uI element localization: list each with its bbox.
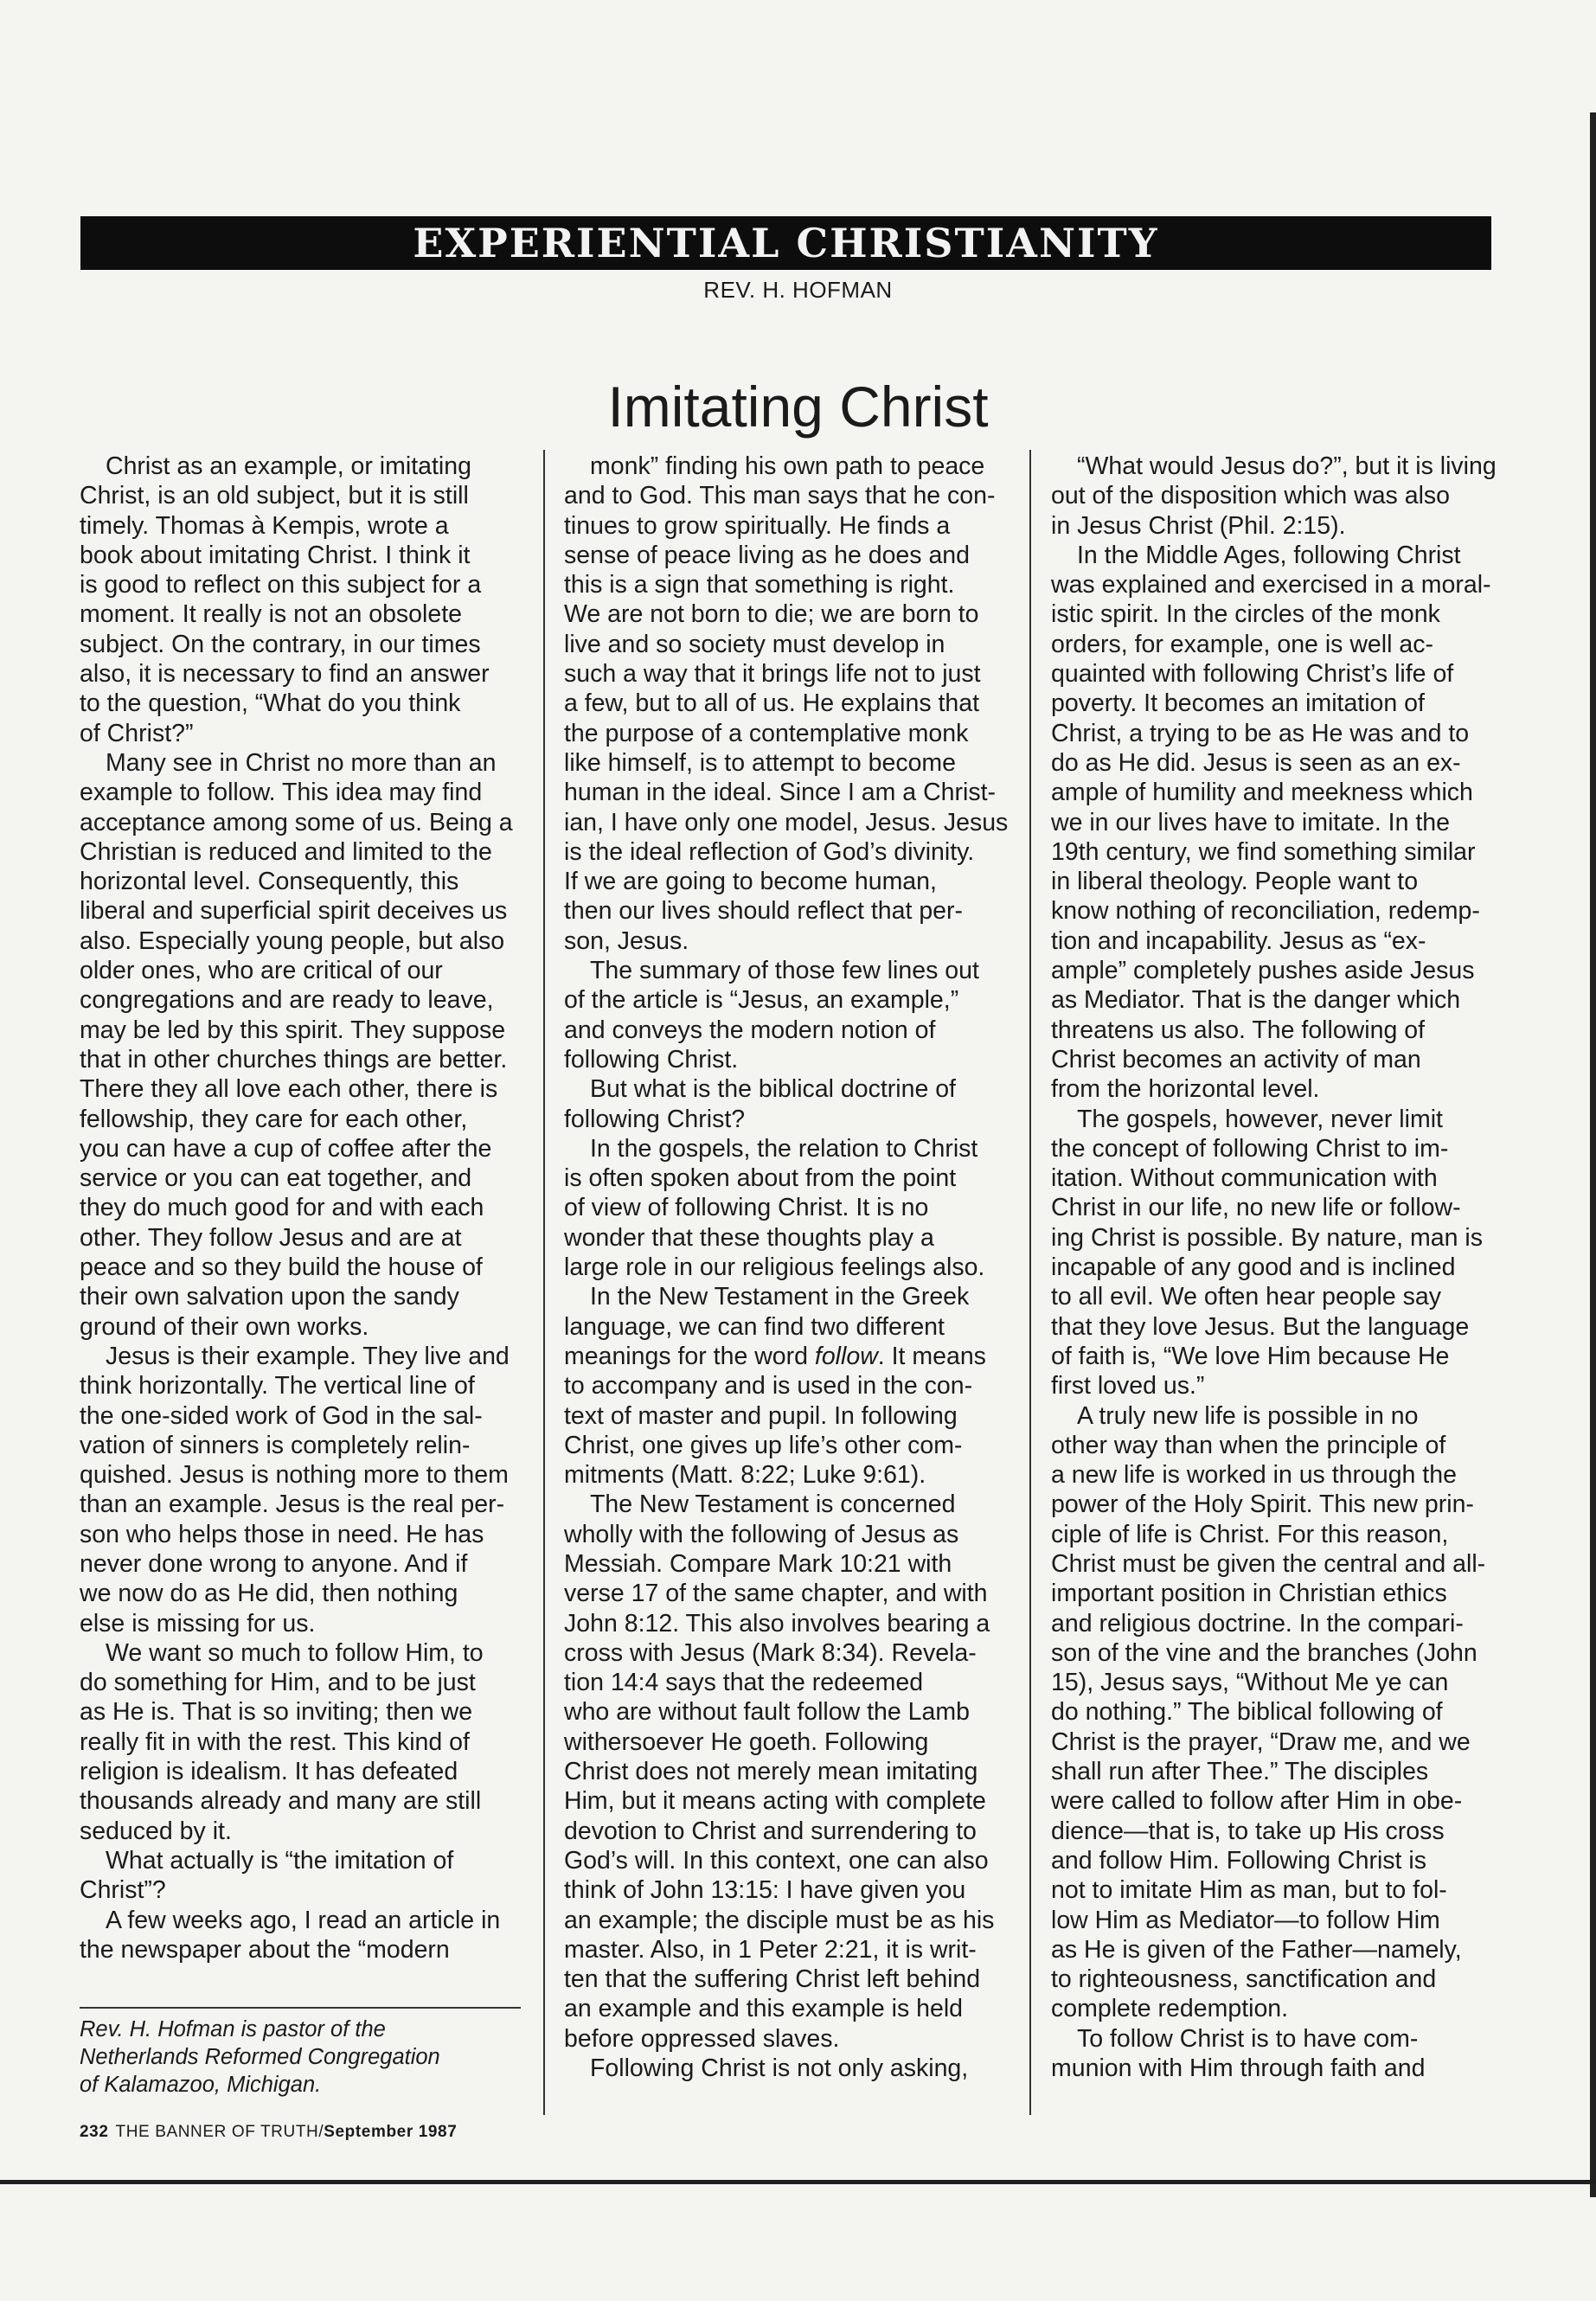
text-line: master. Also, in 1 Peter 2:21, it is writ- — [564, 1935, 977, 1964]
text-line: ten that the suffering Christ left behind — [564, 1965, 981, 1994]
text-line: moment. It really is not an obsolete — [80, 600, 462, 629]
article-paragraph — [564, 2054, 1007, 2083]
text-line: also. Especially young people, but also — [80, 926, 505, 955]
text-line: congregations and are ready to leave, — [80, 986, 494, 1015]
article-paragraph — [80, 452, 521, 748]
text-line: such a way that it brings life not to just — [564, 660, 981, 689]
text-line: incapable of any good and is inclined — [1051, 1253, 1456, 1282]
text-line: power of the Holy Spirit. This new prin- — [1051, 1490, 1474, 1519]
text-line: to righteousness, sanctification and — [1051, 1965, 1437, 1994]
text-line: verse 17 of the same chapter, and with — [564, 1580, 988, 1608]
text-line: first loved us.” — [1051, 1372, 1205, 1400]
text-line: service or you can eat together, and — [80, 1164, 472, 1193]
column-divider — [1029, 450, 1031, 2115]
text-line: then our lives should reflect that per- — [564, 897, 963, 926]
text-line: John 8:12. This also involves bearing a — [564, 1609, 990, 1638]
article-paragraph — [564, 1282, 1007, 1490]
article-paragraph — [1051, 1401, 1492, 2024]
text-line: What actually is “the imitation of — [106, 1846, 454, 1875]
text-line: other. They follow Jesus and are at — [80, 1223, 462, 1252]
text-line: we now do as He did, then nothing — [80, 1580, 458, 1608]
article-paragraph — [1051, 2024, 1492, 2084]
article-paragraph — [1051, 541, 1492, 1105]
text-line: Christ, one gives up life’s other com- — [564, 1431, 963, 1459]
text-line: low Him as Mediator—to follow Him — [1051, 1906, 1440, 1934]
text-line: Christ in our life, no new life or follow- — [1051, 1194, 1461, 1222]
text-line: seduced by it. — [80, 1817, 232, 1845]
text-line: we in our lives have to imitate. In the — [1051, 808, 1450, 836]
text-line: were called to follow after Him in obe- — [1051, 1787, 1463, 1816]
footnote-line: of Kalamazoo, Michigan. — [80, 2073, 322, 2097]
text-line: important position in Christian ethics — [1051, 1580, 1447, 1608]
text-line: an example; the disciple must be as his — [564, 1906, 995, 1934]
text-line: timely. Thomas à Kempis, wrote a — [80, 511, 449, 540]
text-line: thousands already and many are still — [80, 1787, 482, 1816]
text-line: out of the disposition which was also — [1051, 482, 1451, 510]
article-paragraph — [564, 1074, 1007, 1134]
text-line: is the ideal reflection of God’s divinity. — [564, 837, 975, 866]
text-line: following Christ? — [564, 1105, 746, 1133]
footnote-line: Rev. H. Hofman is pastor of the — [80, 2017, 386, 2041]
text-line: Him, but it means acting with complete — [564, 1787, 986, 1816]
text-line: 15), Jesus says, “Without Me ye can — [1051, 1669, 1449, 1697]
text-line: We are not born to die; we are born to — [564, 600, 979, 629]
text-line: and conveys the modern notion of — [564, 1016, 936, 1044]
text-line: ing Christ is possible. By nature, man is — [1051, 1223, 1483, 1252]
column-divider — [543, 450, 545, 2115]
text-line: Christ, is an old subject, but it is still — [80, 482, 469, 510]
text-line: really fit in with the rest. This kind of — [80, 1727, 470, 1756]
text-line: istic spirit. In the circles of the monk — [1051, 600, 1440, 629]
text-line: the newspaper about the “modern — [80, 1935, 450, 1964]
text-line: like himself, is to attempt to become — [564, 748, 957, 777]
text-line: example to follow. This idea may find — [80, 779, 483, 807]
text-line: a few, but to all of us. He explains that — [564, 689, 980, 718]
text-line: to the question, “What do you think — [80, 689, 461, 718]
text-line: language, we can find two different — [564, 1312, 945, 1341]
article-paragraph — [1051, 1105, 1492, 1401]
text-line: Messiah. Compare Mark 10:21 with — [564, 1549, 952, 1578]
text-line: vation of sinners is completely relin- — [80, 1431, 471, 1459]
text-line: son of the vine and the branches (John — [1051, 1638, 1477, 1667]
author-footnote — [80, 2016, 521, 2099]
text-line: horizontal level. Consequently, this — [80, 868, 459, 896]
text-line: as He is given of the Father—namely, — [1051, 1935, 1462, 1964]
text-line: Christian is reduced and limited to the — [80, 837, 492, 866]
text-line: God’s will. In this context, one can also — [564, 1846, 989, 1875]
text-line: wholly with the following of Jesus as — [564, 1520, 959, 1548]
text-line: also, it is necessary to find an answer — [80, 660, 490, 689]
text-line: Many see in Christ no more than an — [106, 748, 497, 777]
text-line: following Christ. — [564, 1045, 739, 1074]
text-line: do something for Him, and to be just — [80, 1669, 476, 1697]
text-line: the concept of following Christ to im- — [1051, 1134, 1449, 1163]
text-line: sense of peace living as he does and — [564, 541, 970, 569]
text-line: ian, I have only one model, Jesus. Jesus — [564, 808, 1009, 836]
text-line: in Jesus Christ (Phil. 2:15). — [1051, 511, 1346, 540]
text-line: Christ is the prayer, “Draw me, and we — [1051, 1727, 1471, 1756]
text-line: and follow Him. Following Christ is — [1051, 1846, 1426, 1875]
text-line: never done wrong to anyone. And if — [80, 1549, 468, 1578]
text-line: of faith is, “We love Him because He — [1051, 1342, 1450, 1370]
text-line: son, Jesus. — [564, 926, 689, 955]
article-column-2 — [564, 452, 1007, 2104]
article-paragraph — [1051, 452, 1497, 541]
text-line: liberal and superficial spirit deceives us — [80, 897, 508, 926]
text-line: book about imitating Christ. I think it — [80, 541, 471, 569]
text-line: monk” finding his own path to peace — [590, 452, 985, 480]
page-bottom-edge — [0, 2180, 1596, 2184]
footnote-line: Netherlands Reformed Congregation — [80, 2045, 440, 2069]
text-line: may be led by this spirit. They suppose — [80, 1016, 506, 1044]
author-byline: REV. H. HOFMAN — [703, 277, 893, 303]
text-line: munion with Him through faith and — [1051, 2054, 1426, 2083]
text-line: Christ, a trying to be as He was and to — [1051, 719, 1470, 747]
text-line: other way than when the principle of — [1051, 1431, 1446, 1459]
article-paragraph — [564, 1134, 1007, 1282]
text-line: wonder that these thoughts play a — [564, 1223, 934, 1252]
text-line: orders, for example, one is well ac- — [1051, 630, 1433, 658]
text-line: of Christ?” — [80, 719, 194, 747]
text-line: religion is idealism. It has defeated — [80, 1758, 458, 1786]
text-line: from the horizontal level. — [1051, 1075, 1320, 1104]
article-column-3 — [1051, 452, 1497, 2104]
text-line: The New Testament is concerned — [590, 1490, 956, 1519]
article-paragraph — [564, 956, 1007, 1074]
article-paragraph — [564, 452, 1007, 956]
text-line: know nothing of reconciliation, redemp- — [1051, 897, 1480, 926]
text-line: that in other churches things are better. — [80, 1045, 508, 1074]
text-line: threatens us also. The following of — [1051, 1016, 1425, 1044]
article-column-1 — [80, 452, 521, 2104]
text-line: peace and so they build the house of — [80, 1253, 483, 1282]
text-line: human in the ideal. Since I am a Christ- — [564, 779, 996, 807]
text-line: an example and this example is held — [564, 1995, 964, 2023]
text-line: ample” completely pushes aside Jesus — [1051, 957, 1475, 985]
text-line: “What would Jesus do?”, but it is living — [1077, 452, 1497, 480]
text-line: before oppressed slaves. — [564, 2024, 840, 2053]
text-line: Christ becomes an activity of man — [1051, 1045, 1421, 1074]
text-line: to all evil. We often hear people say — [1051, 1283, 1441, 1311]
text-line: was explained and exercised in a moral- — [1051, 571, 1491, 599]
article-paragraph — [80, 1906, 521, 1965]
text-line: of view of following Christ. It is no — [564, 1194, 929, 1222]
text-line: Christ must be given the central and all- — [1051, 1549, 1486, 1578]
text-line: Jesus is their example. They live and — [106, 1342, 510, 1370]
text-line: The summary of those few lines out — [590, 957, 979, 985]
text-line: Christ”? — [80, 1876, 166, 1905]
text-line: meanings for the word follow. It means — [564, 1342, 986, 1370]
text-line: Christ does not merely mean imitating — [564, 1758, 978, 1786]
text-line: and to God. This man says that he con- — [564, 482, 996, 510]
text-line: older ones, who are critical of our — [80, 957, 443, 985]
text-line: think horizontally. The vertical line of — [80, 1372, 475, 1400]
article-paragraph — [564, 1490, 1007, 2054]
text-line: ciple of life is Christ. For this reason, — [1051, 1520, 1449, 1548]
text-line: We want so much to follow Him, to — [106, 1638, 484, 1667]
text-line: devotion to Christ and surrendering to — [564, 1817, 977, 1845]
text-line: of the article is “Jesus, an example,” — [564, 986, 959, 1015]
text-line: A truly new life is possible in no — [1077, 1401, 1419, 1430]
text-line: mitments (Matt. 8:22; Luke 9:61). — [564, 1461, 926, 1490]
footnote-rule — [80, 2007, 521, 2009]
issue-date: September 1987 — [324, 2123, 458, 2141]
page-folio — [80, 2123, 457, 2142]
text-line: A few weeks ago, I read an article in — [106, 1906, 501, 1934]
text-line: the purpose of a contemplative monk — [564, 719, 969, 747]
text-line: subject. On the contrary, in our times — [80, 630, 481, 658]
text-line: There they all love each other, there is — [80, 1075, 498, 1104]
text-line: In the New Testament in the Greek — [590, 1283, 970, 1311]
text-line: son who helps those in need. He has — [80, 1520, 484, 1548]
text-line: you can have a cup of coffee after the — [80, 1134, 492, 1163]
article-paragraph — [80, 1638, 521, 1846]
text-line: Christ as an example, or imitating — [106, 452, 471, 480]
text-line: quished. Jesus is nothing more to them — [80, 1461, 509, 1490]
text-line: than an example. Jesus is the real per- — [80, 1490, 505, 1519]
text-line: poverty. It becomes an imitation of — [1051, 689, 1425, 718]
text-line: not to imitate Him as man, but to fol- — [1051, 1876, 1447, 1905]
text-line: they do much good for and with each — [80, 1194, 484, 1222]
article-paragraph — [80, 748, 521, 1342]
text-line: In the Middle Ages, following Christ — [1077, 541, 1461, 569]
text-line: who are without fault follow the Lamb — [564, 1698, 970, 1727]
text-line: withersoever He goeth. Following — [564, 1727, 929, 1756]
text-line: shall run after Thee.” The disciples — [1051, 1758, 1429, 1786]
text-line: text of master and pupil. In following — [564, 1401, 958, 1430]
text-line: cross with Jesus (Mark 8:34). Revela- — [564, 1638, 977, 1667]
text-line: To follow Christ is to have com- — [1077, 2024, 1419, 2053]
text-line: a new life is worked in us through the — [1051, 1461, 1457, 1490]
text-line: this is a sign that something is right. — [564, 571, 955, 599]
text-line: 19th century, we find something similar — [1051, 837, 1476, 866]
text-line: and religious doctrine. In the compari- — [1051, 1609, 1464, 1638]
text-line: Following Christ is not only asking, — [590, 2054, 969, 2083]
text-line: tion 14:4 says that the redeemed — [564, 1669, 924, 1697]
text-line: In the gospels, the relation to Christ — [590, 1134, 978, 1163]
text-line: complete redemption. — [1051, 1995, 1289, 2023]
text-line: But what is the biblical doctrine of — [590, 1075, 956, 1104]
text-line: The gospels, however, never limit — [1077, 1105, 1443, 1133]
text-line: tinues to grow spiritually. He finds a — [564, 511, 951, 540]
section-banner: EXPERIENTIAL CHRISTIANITY — [80, 216, 1491, 270]
text-line: is good to reflect on this subject for a — [80, 571, 482, 599]
page-number: 232 — [80, 2123, 109, 2141]
text-line: their own salvation upon the sandy — [80, 1283, 459, 1311]
text-line: think of John 13:15: I have given you — [564, 1876, 966, 1905]
text-line: in liberal theology. People want to — [1051, 868, 1419, 896]
text-line: fellowship, they care for each other, — [80, 1105, 468, 1133]
text-line: large role in our religious feelings also. — [564, 1253, 985, 1282]
publication-name: THE BANNER OF TRUTH/ — [115, 2123, 324, 2141]
text-line: ground of their own works. — [80, 1312, 369, 1341]
text-line: If we are going to become human, — [564, 868, 937, 896]
text-line: tion and incapability. Jesus as “ex- — [1051, 926, 1426, 955]
text-line: the one-sided work of God in the sal- — [80, 1401, 483, 1430]
text-line: else is missing for us. — [80, 1609, 316, 1638]
text-line: as He is. That is so inviting; then we — [80, 1698, 473, 1727]
article-paragraph — [80, 1846, 521, 1906]
text-line: do as He did. Jesus is seen as an ex- — [1051, 748, 1461, 777]
text-line: that they love Jesus. But the language — [1051, 1312, 1470, 1341]
text-line: ample of humility and meekness which — [1051, 779, 1473, 807]
text-line: live and so society must develop in — [564, 630, 945, 658]
text-line: is often spoken about from the point — [564, 1164, 957, 1193]
article-paragraph — [80, 1342, 521, 1638]
text-line: do nothing.” The biblical following of — [1051, 1698, 1443, 1727]
text-line: as Mediator. That is the danger which — [1051, 986, 1461, 1015]
text-line: itation. Without communication with — [1051, 1164, 1438, 1193]
text-line: to accompany and is used in the con- — [564, 1372, 973, 1400]
text-line: acceptance among some of us. Being a — [80, 808, 513, 836]
text-line: dience—that is, to take up His cross — [1051, 1817, 1445, 1845]
text-line: quainted with following Christ’s life of — [1051, 660, 1454, 689]
article-title: Imitating Christ — [607, 375, 989, 439]
